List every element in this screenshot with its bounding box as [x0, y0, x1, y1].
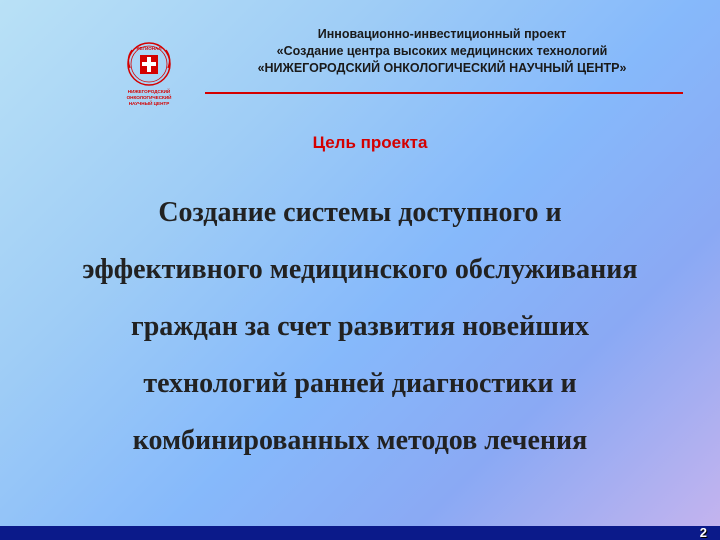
- goal-line: технологий ранней диагностики и: [143, 368, 577, 399]
- footer-bar: [0, 526, 720, 540]
- logo-caption-line-3: НАУЧНЫЙ ЦЕНТР: [128, 101, 170, 106]
- goal-line: граждан за счет развития новейших: [131, 311, 589, 342]
- page-number: 2: [699, 525, 707, 540]
- logo-caption-line-1: НИЖЕГОРОДСКИЙ: [127, 89, 171, 94]
- header-divider: [205, 92, 683, 94]
- logo-caption-line-2: ОНКОЛОГИЧЕСКИЙ: [126, 95, 172, 100]
- goal-line: Создание системы доступного и: [158, 197, 562, 228]
- goal-line: комбинированных методов лечения: [132, 425, 588, 456]
- goal-text: [20, 184, 700, 469]
- project-header: [200, 26, 684, 77]
- logo-top-text: РЕГИОНАЛ: [136, 46, 162, 51]
- header-line-1: Инновационно-инвестиционный проект: [317, 27, 567, 41]
- header-line-2: «Создание центра высоких медицинских технологий: [276, 44, 608, 58]
- oncology-center-logo: [118, 38, 180, 112]
- goal-line: эффективного медицинского обслуживания: [82, 254, 638, 285]
- header-line-3: «НИЖЕГОРОДСКИЙ ОНКОЛОГИЧЕСКИЙ НАУЧНЫЙ ЦЕНТР»: [257, 61, 627, 75]
- goal-title: Цель проекта: [312, 133, 428, 152]
